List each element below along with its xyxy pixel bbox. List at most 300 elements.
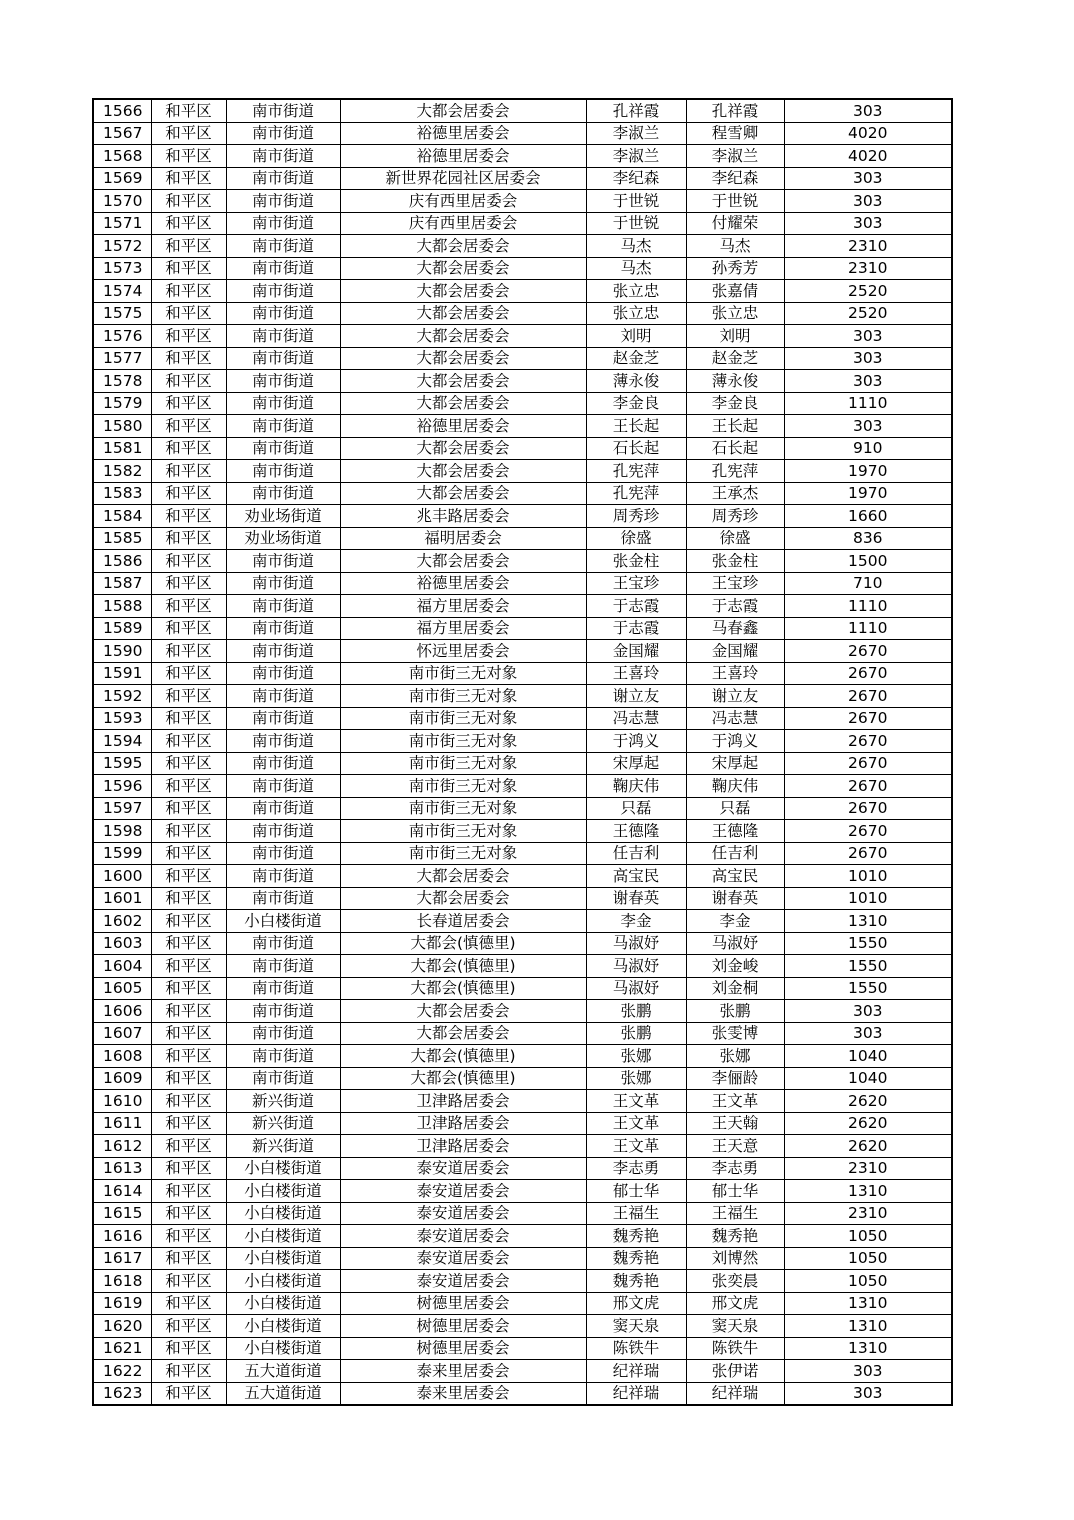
- table-row: [93, 1225, 952, 1248]
- table-cell: 南市街道: [226, 235, 340, 258]
- table-cell: 303: [784, 212, 952, 235]
- table-cell: 五大道街道: [226, 1360, 340, 1383]
- table-cell: 兆丰路居委会: [340, 505, 586, 528]
- table-cell: 和平区: [151, 370, 226, 393]
- table-cell: 1310: [784, 1337, 952, 1360]
- table-cell: 小白楼街道: [226, 1247, 340, 1270]
- table-row: [93, 370, 952, 393]
- table-cell: 1582: [93, 460, 151, 483]
- table-cell: 303: [784, 1022, 952, 1045]
- table-row: [93, 1157, 952, 1180]
- table-cell: 陈铁牛: [586, 1337, 686, 1360]
- table-cell: 1660: [784, 505, 952, 528]
- table-cell: 李金良: [686, 392, 784, 415]
- table-row: [93, 505, 952, 528]
- table-cell: 南市街道: [226, 932, 340, 955]
- table-cell: 和平区: [151, 212, 226, 235]
- table-cell: 泰安道居委会: [340, 1180, 586, 1203]
- table-cell: 303: [784, 1382, 952, 1405]
- table-cell: 2670: [784, 662, 952, 685]
- table-cell: 马淑妤: [586, 977, 686, 1000]
- table-cell: 南市街三无对象: [340, 707, 586, 730]
- table-cell: 和平区: [151, 280, 226, 303]
- table-cell: 张金柱: [686, 550, 784, 573]
- table-cell: 魏秀艳: [586, 1270, 686, 1293]
- table-cell: 魏秀艳: [586, 1247, 686, 1270]
- table-row: [93, 235, 952, 258]
- table-cell: 和平区: [151, 1315, 226, 1338]
- table-cell: 1603: [93, 932, 151, 955]
- table-cell: 1576: [93, 325, 151, 348]
- table-cell: 1601: [93, 887, 151, 910]
- table-row: [93, 887, 952, 910]
- table-cell: 1110: [784, 617, 952, 640]
- table-cell: 南市街三无对象: [340, 797, 586, 820]
- table-cell: 和平区: [151, 482, 226, 505]
- table-cell: 王福生: [686, 1202, 784, 1225]
- table-row: [93, 145, 952, 168]
- table-cell: 王文革: [686, 1090, 784, 1113]
- table-cell: 福明居委会: [340, 527, 586, 550]
- table-cell: 1583: [93, 482, 151, 505]
- table-cell: 张娜: [686, 1045, 784, 1068]
- table-cell: 南市街道: [226, 730, 340, 753]
- table-cell: 大都会(慎德里): [340, 977, 586, 1000]
- table-cell: 小白楼街道: [226, 1292, 340, 1315]
- table-cell: 刘金峻: [686, 955, 784, 978]
- table-cell: 李纪森: [686, 167, 784, 190]
- table-cell: 1500: [784, 550, 952, 573]
- table-cell: 张鹏: [586, 1000, 686, 1023]
- table-cell: 和平区: [151, 572, 226, 595]
- table-cell: 和平区: [151, 347, 226, 370]
- table-row: [93, 1112, 952, 1135]
- table-cell: 1589: [93, 617, 151, 640]
- table-cell: 纪祥瑞: [686, 1382, 784, 1405]
- table-cell: 2670: [784, 797, 952, 820]
- table-cell: 2310: [784, 1202, 952, 1225]
- table-cell: 和平区: [151, 167, 226, 190]
- table-cell: 徐盛: [586, 527, 686, 550]
- table-cell: 魏秀艳: [586, 1225, 686, 1248]
- table-cell: 1310: [784, 1292, 952, 1315]
- table-cell: 孔祥霞: [686, 99, 784, 122]
- table-cell: 树德里居委会: [340, 1337, 586, 1360]
- table-cell: 石长起: [586, 437, 686, 460]
- table-cell: 和平区: [151, 730, 226, 753]
- table-row: [93, 842, 952, 865]
- table-cell: 王文革: [586, 1112, 686, 1135]
- table-row: [93, 910, 952, 933]
- table-cell: 南市街道: [226, 842, 340, 865]
- table-row: [93, 1382, 952, 1405]
- table-cell: 王天翰: [686, 1112, 784, 1135]
- table-cell: 南市街道: [226, 1000, 340, 1023]
- table-cell: 劝业场街道: [226, 527, 340, 550]
- table-cell: 新兴街道: [226, 1135, 340, 1158]
- table-cell: 1610: [93, 1090, 151, 1113]
- table-cell: 1607: [93, 1022, 151, 1045]
- table-cell: 大都会(慎德里): [340, 932, 586, 955]
- table-cell: 1567: [93, 122, 151, 145]
- table-cell: 2620: [784, 1112, 952, 1135]
- table-cell: 赵金芝: [686, 347, 784, 370]
- table-cell: 南市街道: [226, 167, 340, 190]
- table-row: [93, 1360, 952, 1383]
- table-cell: 金国耀: [686, 640, 784, 663]
- table-cell: 南市街道: [226, 325, 340, 348]
- table-cell: 泰安道居委会: [340, 1270, 586, 1293]
- table-cell: 和平区: [151, 1157, 226, 1180]
- table-cell: 和平区: [151, 1067, 226, 1090]
- table-cell: 1621: [93, 1337, 151, 1360]
- table-row: [93, 1315, 952, 1338]
- table-cell: 高宝民: [586, 865, 686, 888]
- table-row: [93, 122, 952, 145]
- table-cell: 金国耀: [586, 640, 686, 663]
- table-cell: 1569: [93, 167, 151, 190]
- table-cell: 和平区: [151, 235, 226, 258]
- table-cell: 刘明: [686, 325, 784, 348]
- table-cell: 泰安道居委会: [340, 1202, 586, 1225]
- table-cell: 1577: [93, 347, 151, 370]
- table-cell: 王长起: [686, 415, 784, 438]
- table-cell: 2520: [784, 302, 952, 325]
- table-cell: 南市街道: [226, 302, 340, 325]
- table-cell: 王宝珍: [686, 572, 784, 595]
- table-cell: 大都会(慎德里): [340, 955, 586, 978]
- table-row: [93, 662, 952, 685]
- table-cell: 和平区: [151, 842, 226, 865]
- table-row: [93, 1202, 952, 1225]
- table-row: [93, 977, 952, 1000]
- table-cell: 1571: [93, 212, 151, 235]
- table-cell: 和平区: [151, 1270, 226, 1293]
- table-cell: 大都会居委会: [340, 280, 586, 303]
- table-cell: 和平区: [151, 415, 226, 438]
- table-cell: 赵金芝: [586, 347, 686, 370]
- table-cell: 窦天泉: [586, 1315, 686, 1338]
- table-cell: 树德里居委会: [340, 1292, 586, 1315]
- table-cell: 1614: [93, 1180, 151, 1203]
- table-row: [93, 1067, 952, 1090]
- table-row: [93, 572, 952, 595]
- table-cell: 孔祥霞: [586, 99, 686, 122]
- table-cell: 南市街道: [226, 212, 340, 235]
- table-cell: 1568: [93, 145, 151, 168]
- table-cell: 南市街道: [226, 662, 340, 685]
- table-cell: 2670: [784, 707, 952, 730]
- table-cell: 谢春英: [586, 887, 686, 910]
- table-cell: 和平区: [151, 707, 226, 730]
- table-cell: 南市街道: [226, 415, 340, 438]
- table-row: [93, 347, 952, 370]
- table-cell: 和平区: [151, 437, 226, 460]
- table-row: [93, 302, 952, 325]
- table-row: [93, 1000, 952, 1023]
- table-cell: 1050: [784, 1270, 952, 1293]
- table-cell: 大都会居委会: [340, 1022, 586, 1045]
- table-cell: 泰来里居委会: [340, 1360, 586, 1383]
- table-cell: 李淑兰: [586, 122, 686, 145]
- table-cell: 2310: [784, 235, 952, 258]
- table-cell: 1575: [93, 302, 151, 325]
- table-cell: 和平区: [151, 617, 226, 640]
- table-row: [93, 392, 952, 415]
- table-cell: 和平区: [151, 505, 226, 528]
- table-cell: 2670: [784, 775, 952, 798]
- table-cell: 1611: [93, 1112, 151, 1135]
- table-cell: 1566: [93, 99, 151, 122]
- table-cell: 1050: [784, 1225, 952, 1248]
- table-row: [93, 482, 952, 505]
- table-cell: 大都会居委会: [340, 370, 586, 393]
- table-row: [93, 550, 952, 573]
- table-cell: 只磊: [686, 797, 784, 820]
- table-cell: 纪祥瑞: [586, 1382, 686, 1405]
- table-cell: 和平区: [151, 662, 226, 685]
- table-cell: 2310: [784, 1157, 952, 1180]
- table-cell: 南市街道: [226, 887, 340, 910]
- table-cell: 卫津路居委会: [340, 1090, 586, 1113]
- table-row: [93, 1022, 952, 1045]
- table-cell: 2670: [784, 820, 952, 843]
- table-cell: 小白楼街道: [226, 910, 340, 933]
- table-cell: 马春鑫: [686, 617, 784, 640]
- table-cell: 和平区: [151, 1247, 226, 1270]
- table-cell: 郁士华: [686, 1180, 784, 1203]
- data-table: [92, 98, 953, 1406]
- table-cell: 和平区: [151, 1090, 226, 1113]
- table-cell: 谢春英: [686, 887, 784, 910]
- table-cell: 710: [784, 572, 952, 595]
- table-cell: 张娜: [586, 1045, 686, 1068]
- table-cell: 泰安道居委会: [340, 1225, 586, 1248]
- table-cell: 邢文虎: [686, 1292, 784, 1315]
- table-cell: 303: [784, 370, 952, 393]
- table-cell: 1570: [93, 190, 151, 213]
- table-cell: 和平区: [151, 977, 226, 1000]
- table-cell: 李志勇: [586, 1157, 686, 1180]
- table-cell: 南市街道: [226, 775, 340, 798]
- table-cell: 于鸿义: [686, 730, 784, 753]
- table-cell: 南市街道: [226, 820, 340, 843]
- table-cell: 王天意: [686, 1135, 784, 1158]
- table-cell: 长春道居委会: [340, 910, 586, 933]
- table-cell: 和平区: [151, 910, 226, 933]
- table-cell: 南市街道: [226, 617, 340, 640]
- table-row: [93, 99, 952, 122]
- table-cell: 和平区: [151, 955, 226, 978]
- table-cell: 和平区: [151, 257, 226, 280]
- table-cell: 南市街三无对象: [340, 752, 586, 775]
- table-cell: 鞠庆伟: [686, 775, 784, 798]
- table-cell: 和平区: [151, 460, 226, 483]
- table-cell: 南市街道: [226, 955, 340, 978]
- table-cell: 南市街三无对象: [340, 820, 586, 843]
- table-cell: 南市街三无对象: [340, 662, 586, 685]
- table-cell: 1593: [93, 707, 151, 730]
- table-row: [93, 1180, 952, 1203]
- table-cell: 南市街道: [226, 572, 340, 595]
- table-cell: 南市街道: [226, 482, 340, 505]
- table-cell: 张嘉倩: [686, 280, 784, 303]
- table-cell: 怀远里居委会: [340, 640, 586, 663]
- table-cell: 南市街道: [226, 550, 340, 573]
- table-cell: 和平区: [151, 1045, 226, 1068]
- table-row: [93, 280, 952, 303]
- table-cell: 南市街道: [226, 1022, 340, 1045]
- table-cell: 和平区: [151, 1000, 226, 1023]
- table-row: [93, 1292, 952, 1315]
- table-cell: 庆有西里居委会: [340, 190, 586, 213]
- table-cell: 付耀荣: [686, 212, 784, 235]
- table-cell: 裕德里居委会: [340, 415, 586, 438]
- table-cell: 1574: [93, 280, 151, 303]
- table-cell: 冯志慧: [686, 707, 784, 730]
- table-cell: 大都会居委会: [340, 325, 586, 348]
- table-cell: 大都会居委会: [340, 550, 586, 573]
- table-cell: 大都会居委会: [340, 392, 586, 415]
- table-cell: 大都会居委会: [340, 1000, 586, 1023]
- table-cell: 和平区: [151, 392, 226, 415]
- table-cell: 张立忠: [586, 280, 686, 303]
- table-row: [93, 685, 952, 708]
- table-cell: 刘金桐: [686, 977, 784, 1000]
- table-cell: 1600: [93, 865, 151, 888]
- table-cell: 南市街道: [226, 280, 340, 303]
- table-cell: 谢立友: [586, 685, 686, 708]
- table-cell: 李金: [686, 910, 784, 933]
- table-cell: 1110: [784, 392, 952, 415]
- table-cell: 2670: [784, 730, 952, 753]
- table-cell: 宋厚起: [686, 752, 784, 775]
- table-row: [93, 460, 952, 483]
- table-cell: 1622: [93, 1360, 151, 1383]
- table-row: [93, 190, 952, 213]
- table-cell: 910: [784, 437, 952, 460]
- table-cell: 1602: [93, 910, 151, 933]
- table-cell: 1050: [784, 1247, 952, 1270]
- table-cell: 福方里居委会: [340, 617, 586, 640]
- table-cell: 1040: [784, 1045, 952, 1068]
- table-cell: 张鹏: [586, 1022, 686, 1045]
- table-row: [93, 1247, 952, 1270]
- table-cell: 大都会居委会: [340, 302, 586, 325]
- table-row: [93, 527, 952, 550]
- table-cell: 薄永俊: [586, 370, 686, 393]
- table-cell: 王喜玲: [686, 662, 784, 685]
- table-cell: 于世锐: [586, 212, 686, 235]
- table-cell: 和平区: [151, 640, 226, 663]
- table-cell: 1615: [93, 1202, 151, 1225]
- table-cell: 南市街道: [226, 707, 340, 730]
- table-row: [93, 325, 952, 348]
- table-cell: 王宝珍: [586, 572, 686, 595]
- table-cell: 和平区: [151, 1135, 226, 1158]
- table-cell: 2670: [784, 752, 952, 775]
- table-cell: 刘明: [586, 325, 686, 348]
- table-cell: 福方里居委会: [340, 595, 586, 618]
- table-row: [93, 212, 952, 235]
- table-cell: 303: [784, 1360, 952, 1383]
- table-cell: 李金良: [586, 392, 686, 415]
- table-row: [93, 820, 952, 843]
- table-cell: 任吉利: [586, 842, 686, 865]
- table-cell: 李金: [586, 910, 686, 933]
- table-cell: 小白楼街道: [226, 1315, 340, 1338]
- table-cell: 庆有西里居委会: [340, 212, 586, 235]
- table-cell: 1040: [784, 1067, 952, 1090]
- table-cell: 裕德里居委会: [340, 122, 586, 145]
- table-cell: 徐盛: [686, 527, 784, 550]
- table-row: [93, 955, 952, 978]
- table-row: [93, 257, 952, 280]
- table-cell: 和平区: [151, 1292, 226, 1315]
- table-cell: 李志勇: [686, 1157, 784, 1180]
- table-cell: 1550: [784, 955, 952, 978]
- table-cell: 李淑兰: [686, 145, 784, 168]
- table-cell: 鞠庆伟: [586, 775, 686, 798]
- table-cell: 和平区: [151, 1022, 226, 1045]
- table-cell: 魏秀艳: [686, 1225, 784, 1248]
- table-cell: 和平区: [151, 527, 226, 550]
- table-cell: 303: [784, 99, 952, 122]
- table-cell: 1010: [784, 887, 952, 910]
- table-cell: 任吉利: [686, 842, 784, 865]
- table-cell: 1550: [784, 932, 952, 955]
- table-cell: 303: [784, 347, 952, 370]
- table-cell: 于世锐: [586, 190, 686, 213]
- table-cell: 南市街道: [226, 1067, 340, 1090]
- table-cell: 大都会居委会: [340, 347, 586, 370]
- table-cell: 谢立友: [686, 685, 784, 708]
- table-cell: 1599: [93, 842, 151, 865]
- table-cell: 和平区: [151, 145, 226, 168]
- table-cell: 和平区: [151, 190, 226, 213]
- table-cell: 和平区: [151, 887, 226, 910]
- table-cell: 2670: [784, 640, 952, 663]
- table-cell: 和平区: [151, 1360, 226, 1383]
- table-cell: 2620: [784, 1135, 952, 1158]
- table-cell: 1592: [93, 685, 151, 708]
- table-cell: 张奕晨: [686, 1270, 784, 1293]
- table-row: [93, 797, 952, 820]
- table-cell: 1597: [93, 797, 151, 820]
- table-cell: 1594: [93, 730, 151, 753]
- table-cell: 王喜玲: [586, 662, 686, 685]
- table-cell: 1605: [93, 977, 151, 1000]
- table-cell: 冯志慧: [586, 707, 686, 730]
- table-cell: 王文革: [586, 1090, 686, 1113]
- table-cell: 和平区: [151, 797, 226, 820]
- table-row: [93, 1270, 952, 1293]
- table-cell: 和平区: [151, 685, 226, 708]
- table-cell: 南市街道: [226, 145, 340, 168]
- table-cell: 马淑妤: [586, 932, 686, 955]
- table-cell: 南市街道: [226, 257, 340, 280]
- table-cell: 泰安道居委会: [340, 1247, 586, 1270]
- table-cell: 1010: [784, 865, 952, 888]
- table-cell: 2670: [784, 685, 952, 708]
- table-cell: 南市街道: [226, 347, 340, 370]
- table-row: [93, 437, 952, 460]
- table-cell: 孔宪萍: [686, 460, 784, 483]
- table-cell: 南市街三无对象: [340, 730, 586, 753]
- table-row: [93, 730, 952, 753]
- table-cell: 1110: [784, 595, 952, 618]
- table-cell: 2620: [784, 1090, 952, 1113]
